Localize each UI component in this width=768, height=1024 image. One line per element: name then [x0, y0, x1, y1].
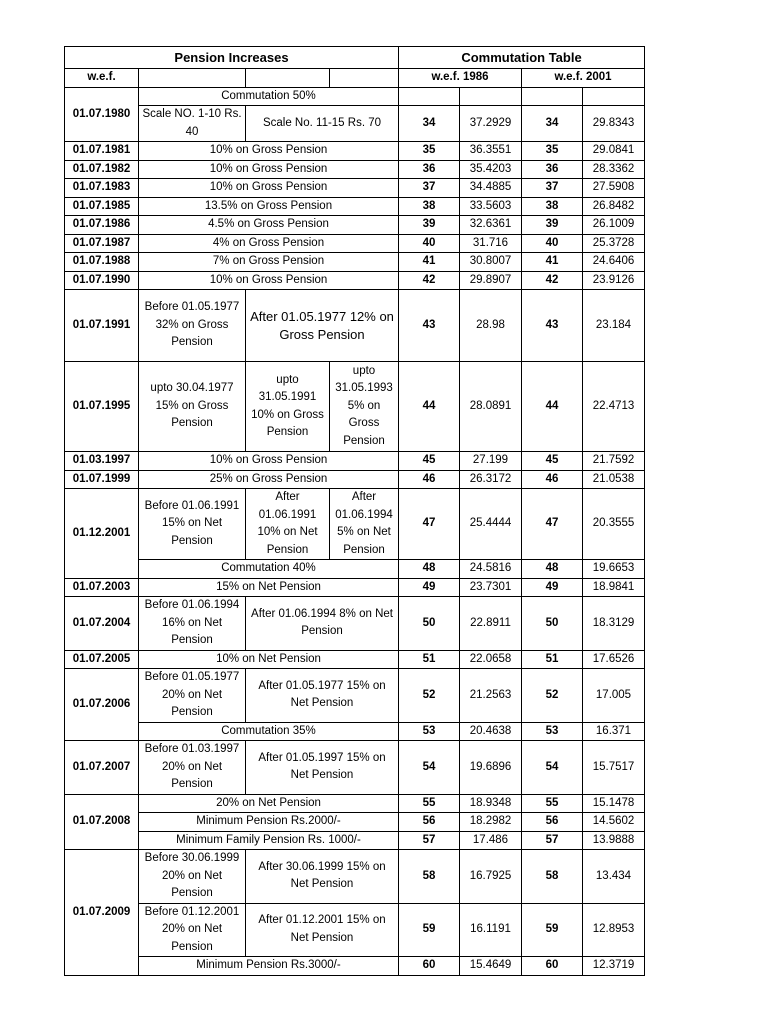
wef-date-cell: 01.07.1986 — [65, 216, 139, 235]
pension-increase-cell: 10% on Gross Pension — [139, 179, 399, 198]
pension-increase-cell: Scale No. 11-15 Rs. 70 — [246, 106, 399, 142]
age-2001-cell: 49 — [522, 578, 583, 597]
wef-date-cell: 01.07.1999 — [65, 470, 139, 489]
pension-increase-cell: 7% on Gross Pension — [139, 253, 399, 272]
wef-date-cell: 01.07.1991 — [65, 290, 139, 362]
age-2001-cell: 39 — [522, 216, 583, 235]
factor-2001-cell: 26.8482 — [583, 197, 645, 216]
factor-1986-cell: 35.4203 — [460, 160, 522, 179]
table-row — [65, 87, 645, 106]
table-row — [65, 794, 645, 813]
age-2001-cell: 50 — [522, 597, 583, 651]
factor-1986-cell: 28.98 — [460, 290, 522, 362]
factor-2001-cell: 23.9126 — [583, 271, 645, 290]
wef-date-cell: 01.07.1980 — [65, 87, 139, 142]
blank-header-cell — [139, 69, 246, 88]
pension-increase-cell: Commutation 40% — [139, 560, 399, 579]
factor-2001-cell: 28.3362 — [583, 160, 645, 179]
age-2001-cell: 53 — [522, 722, 583, 741]
factor-2001-cell: 21.7592 — [583, 452, 645, 471]
wef-date-cell: 01.07.1995 — [65, 362, 139, 452]
table-row — [65, 362, 645, 452]
age-1986-cell: 49 — [399, 578, 460, 597]
table-row — [65, 197, 645, 216]
factor-2001-cell: 23.184 — [583, 290, 645, 362]
factor-1986-cell: 17.486 — [460, 831, 522, 850]
age-2001-cell: 56 — [522, 813, 583, 832]
pension-increase-cell: upto 30.04.1977 15% on Gross Pension — [139, 362, 246, 452]
age-1986-cell: 57 — [399, 831, 460, 850]
pension-increase-cell: 4% on Gross Pension — [139, 234, 399, 253]
table-row — [65, 669, 645, 723]
factor-1986-cell: 26.3172 — [460, 470, 522, 489]
age-2001-cell: 40 — [522, 234, 583, 253]
pension-increase-cell: 10% on Gross Pension — [139, 142, 399, 161]
wef-date-cell: 01.03.1997 — [65, 452, 139, 471]
table-row — [65, 903, 645, 957]
pension-increase-cell: Before 01.06.1994 16% on Net Pension — [139, 597, 246, 651]
blank-header-cell — [246, 69, 330, 88]
age-2001-cell: 42 — [522, 271, 583, 290]
factor-2001-cell: 17.005 — [583, 669, 645, 723]
table-row — [65, 253, 645, 272]
factor-1986-cell: 30.8007 — [460, 253, 522, 272]
wef-date-cell: 01.07.2005 — [65, 650, 139, 669]
table-row — [65, 578, 645, 597]
factor-1986-cell: 16.7925 — [460, 850, 522, 904]
factor-2001-cell: 12.8953 — [583, 903, 645, 957]
wef-2001-header: w.e.f. 2001 — [522, 69, 645, 88]
age-2001-cell: 37 — [522, 179, 583, 198]
wef-date-cell: 01.07.1990 — [65, 271, 139, 290]
pension-increase-cell: Minimum Family Pension Rs. 1000/- — [139, 831, 399, 850]
factor-2001-cell: 13.434 — [583, 850, 645, 904]
table-row — [65, 597, 645, 651]
table-row — [65, 179, 645, 198]
factor-1986-cell: 22.0658 — [460, 650, 522, 669]
pension-increase-cell: Minimum Pension Rs.2000/- — [139, 813, 399, 832]
table-row — [65, 452, 645, 471]
pension-increase-cell: Before 01.05.1977 32% on Gross Pension — [139, 290, 246, 362]
factor-2001-cell: 20.3555 — [583, 489, 645, 560]
wef-date-cell: 01.07.2003 — [65, 578, 139, 597]
factor-2001-cell: 18.9841 — [583, 578, 645, 597]
table-row — [65, 850, 645, 904]
table-row — [65, 722, 645, 741]
factor-1986-cell: 31.716 — [460, 234, 522, 253]
pension-increase-cell: Scale NO. 1-10 Rs. 40 — [139, 106, 246, 142]
wef-date-cell: 01.07.1981 — [65, 142, 139, 161]
wef-date-cell: 01.07.1987 — [65, 234, 139, 253]
age-1986-cell: 56 — [399, 813, 460, 832]
pension-increase-cell: After 01.05.1977 12% on Gross Pension — [246, 290, 399, 362]
wef-header: w.e.f. — [65, 69, 139, 88]
age-2001-cell: 48 — [522, 560, 583, 579]
factor-2001-cell: 27.5908 — [583, 179, 645, 198]
pension-increase-cell: Before 01.05.1977 20% on Net Pension — [139, 669, 246, 723]
factor-1986-cell: 37.2929 — [460, 106, 522, 142]
factor-1986-cell: 19.6896 — [460, 741, 522, 795]
pension-increase-cell: 4.5% on Gross Pension — [139, 216, 399, 235]
factor-2001-cell: 16.371 — [583, 722, 645, 741]
age-1986-cell — [399, 87, 460, 106]
wef-date-cell: 01.07.2009 — [65, 850, 139, 976]
age-2001-cell: 35 — [522, 142, 583, 161]
factor-1986-cell: 21.2563 — [460, 669, 522, 723]
factor-2001-cell: 14.5602 — [583, 813, 645, 832]
factor-1986-cell: 34.4885 — [460, 179, 522, 198]
pension-increase-cell: upto 31.05.1993 5% on Gross Pension — [330, 362, 399, 452]
age-1986-cell: 37 — [399, 179, 460, 198]
factor-2001-cell: 29.0841 — [583, 142, 645, 161]
age-2001-cell: 34 — [522, 106, 583, 142]
wef-date-cell: 01.07.2007 — [65, 741, 139, 795]
factor-2001-cell: 15.7517 — [583, 741, 645, 795]
table-row — [65, 234, 645, 253]
factor-1986-cell: 32.6361 — [460, 216, 522, 235]
table-row — [65, 160, 645, 179]
age-1986-cell: 35 — [399, 142, 460, 161]
pension-increase-cell: 10% on Gross Pension — [139, 160, 399, 179]
pension-increase-cell: 15% on Net Pension — [139, 578, 399, 597]
factor-2001-cell: 29.8343 — [583, 106, 645, 142]
pension-commutation-table — [64, 46, 645, 976]
pension-increase-cell: After 01.06.1991 10% on Net Pension — [246, 489, 330, 560]
table-row — [65, 650, 645, 669]
factor-1986-cell: 16.1191 — [460, 903, 522, 957]
age-1986-cell: 54 — [399, 741, 460, 795]
table-row — [65, 489, 645, 560]
factor-2001-cell: 22.4713 — [583, 362, 645, 452]
age-1986-cell: 41 — [399, 253, 460, 272]
table-row — [65, 142, 645, 161]
table-row — [65, 560, 645, 579]
factor-2001-cell: 26.1009 — [583, 216, 645, 235]
pension-increase-cell: After 01.05.1997 15% on Net Pension — [246, 741, 399, 795]
blank-header-cell — [330, 69, 399, 88]
pension-increase-cell: 25% on Gross Pension — [139, 470, 399, 489]
table-row — [65, 957, 645, 976]
age-2001-cell: 47 — [522, 489, 583, 560]
pension-increase-cell: 10% on Net Pension — [139, 650, 399, 669]
pension-increase-cell: Before 01.12.2001 20% on Net Pension — [139, 903, 246, 957]
table-row — [65, 813, 645, 832]
factor-1986-cell: 28.0891 — [460, 362, 522, 452]
wef-date-cell: 01.07.2008 — [65, 794, 139, 850]
age-1986-cell: 36 — [399, 160, 460, 179]
table-row — [65, 831, 645, 850]
table-row — [65, 290, 645, 362]
age-1986-cell: 59 — [399, 903, 460, 957]
age-1986-cell: 45 — [399, 452, 460, 471]
age-1986-cell: 44 — [399, 362, 460, 452]
pension-increases-header: Pension Increases — [65, 47, 399, 69]
pension-increase-cell: After 01.05.1977 15% on Net Pension — [246, 669, 399, 723]
factor-1986-cell: 18.9348 — [460, 794, 522, 813]
factor-1986-cell: 24.5816 — [460, 560, 522, 579]
factor-2001-cell: 18.3129 — [583, 597, 645, 651]
factor-1986-cell: 36.3551 — [460, 142, 522, 161]
pension-increase-cell: After 01.06.1994 5% on Net Pension — [330, 489, 399, 560]
wef-1986-header: w.e.f. 1986 — [399, 69, 522, 88]
age-1986-cell: 48 — [399, 560, 460, 579]
age-2001-cell: 55 — [522, 794, 583, 813]
age-1986-cell: 58 — [399, 850, 460, 904]
age-2001-cell: 59 — [522, 903, 583, 957]
age-2001-cell: 36 — [522, 160, 583, 179]
pension-increase-cell: 10% on Gross Pension — [139, 271, 399, 290]
factor-1986-cell: 27.199 — [460, 452, 522, 471]
pension-increase-cell: Before 01.06.1991 15% on Net Pension — [139, 489, 246, 560]
factor-1986-cell: 29.8907 — [460, 271, 522, 290]
factor-1986-cell: 15.4649 — [460, 957, 522, 976]
table-row — [65, 741, 645, 795]
pension-increase-cell: Before 01.03.1997 20% on Net Pension — [139, 741, 246, 795]
factor-2001-cell: 13.9888 — [583, 831, 645, 850]
age-1986-cell: 46 — [399, 470, 460, 489]
age-2001-cell: 58 — [522, 850, 583, 904]
age-1986-cell: 52 — [399, 669, 460, 723]
age-2001-cell — [522, 87, 583, 106]
factor-2001-cell — [583, 87, 645, 106]
factor-2001-cell: 21.0538 — [583, 470, 645, 489]
age-1986-cell: 34 — [399, 106, 460, 142]
age-1986-cell: 40 — [399, 234, 460, 253]
pension-increase-cell: upto 31.05.1991 10% on Gross Pension — [246, 362, 330, 452]
age-1986-cell: 51 — [399, 650, 460, 669]
factor-2001-cell: 12.3719 — [583, 957, 645, 976]
factor-2001-cell: 25.3728 — [583, 234, 645, 253]
factor-2001-cell: 15.1478 — [583, 794, 645, 813]
age-1986-cell: 38 — [399, 197, 460, 216]
pension-increase-cell: 13.5% on Gross Pension — [139, 197, 399, 216]
wef-date-cell: 01.07.2004 — [65, 597, 139, 651]
pension-increase-cell: Minimum Pension Rs.3000/- — [139, 957, 399, 976]
age-2001-cell: 51 — [522, 650, 583, 669]
age-2001-cell: 41 — [522, 253, 583, 272]
factor-2001-cell: 19.6653 — [583, 560, 645, 579]
age-2001-cell: 60 — [522, 957, 583, 976]
age-1986-cell: 53 — [399, 722, 460, 741]
table-row — [65, 216, 645, 235]
age-1986-cell: 50 — [399, 597, 460, 651]
wef-date-cell: 01.07.1985 — [65, 197, 139, 216]
factor-1986-cell: 22.8911 — [460, 597, 522, 651]
table-body — [65, 87, 645, 975]
commutation-table-header: Commutation Table — [399, 47, 645, 69]
age-2001-cell: 45 — [522, 452, 583, 471]
age-1986-cell: 60 — [399, 957, 460, 976]
pension-increase-cell: Before 30.06.1999 20% on Net Pension — [139, 850, 246, 904]
pension-increase-cell: 20% on Net Pension — [139, 794, 399, 813]
pension-increase-cell: After 01.06.1994 8% on Net Pension — [246, 597, 399, 651]
factor-1986-cell: 20.4638 — [460, 722, 522, 741]
age-2001-cell: 38 — [522, 197, 583, 216]
age-2001-cell: 57 — [522, 831, 583, 850]
pension-increase-cell: Commutation 50% — [139, 87, 399, 106]
age-1986-cell: 47 — [399, 489, 460, 560]
age-2001-cell: 44 — [522, 362, 583, 452]
age-2001-cell: 43 — [522, 290, 583, 362]
pension-increase-cell: After 01.12.2001 15% on Net Pension — [246, 903, 399, 957]
wef-date-cell: 01.07.2006 — [65, 669, 139, 741]
table-row — [65, 470, 645, 489]
age-2001-cell: 46 — [522, 470, 583, 489]
age-2001-cell: 52 — [522, 669, 583, 723]
factor-1986-cell: 25.4444 — [460, 489, 522, 560]
factor-1986-cell: 23.7301 — [460, 578, 522, 597]
pension-increase-cell: After 30.06.1999 15% on Net Pension — [246, 850, 399, 904]
wef-date-cell: 01.07.1988 — [65, 253, 139, 272]
age-1986-cell: 39 — [399, 216, 460, 235]
factor-1986-cell — [460, 87, 522, 106]
age-1986-cell: 55 — [399, 794, 460, 813]
factor-1986-cell: 33.5603 — [460, 197, 522, 216]
wef-date-cell: 01.07.1983 — [65, 179, 139, 198]
table-row — [65, 271, 645, 290]
pension-increase-cell: 10% on Gross Pension — [139, 452, 399, 471]
pension-increase-cell: Commutation 35% — [139, 722, 399, 741]
wef-date-cell: 01.12.2001 — [65, 489, 139, 579]
factor-2001-cell: 17.6526 — [583, 650, 645, 669]
age-2001-cell: 54 — [522, 741, 583, 795]
wef-date-cell: 01.07.1982 — [65, 160, 139, 179]
age-1986-cell: 43 — [399, 290, 460, 362]
table-row — [65, 106, 645, 142]
factor-1986-cell: 18.2982 — [460, 813, 522, 832]
factor-2001-cell: 24.6406 — [583, 253, 645, 272]
age-1986-cell: 42 — [399, 271, 460, 290]
